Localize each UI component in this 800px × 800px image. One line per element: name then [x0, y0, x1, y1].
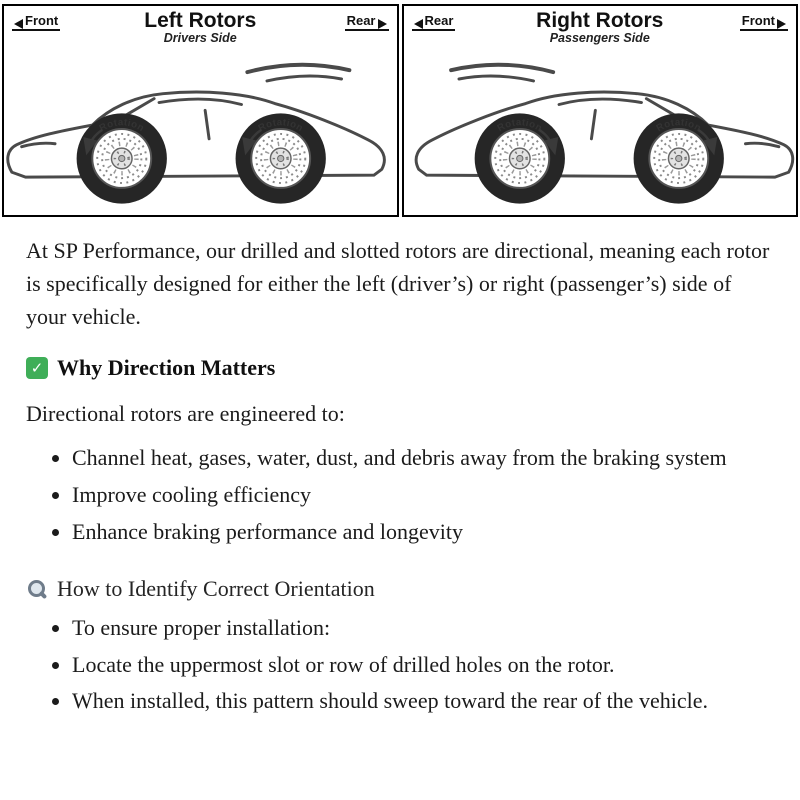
- rotation-label: Rotation: [495, 117, 544, 135]
- rotor-right-wheel: [236, 113, 326, 203]
- corner-label-text: Rear: [346, 13, 376, 28]
- rotor-right-wheel: [633, 113, 723, 203]
- front-direction-label: [12, 13, 60, 31]
- intro-paragraph: At SP Performance, our drilled and slotted rotors are directional, meaning each rotor is specifically designed for either the left (driver’s) or right (passenger’s) side of your vehicle.: [26, 238, 770, 329]
- rotor-left-wheel: [474, 113, 564, 203]
- rear-direction-label: [412, 13, 456, 31]
- article-body: [0, 234, 800, 717]
- heading-text: How to Identify Correct Orientation: [57, 575, 375, 601]
- orientation-list: [26, 612, 774, 718]
- right-car-illustration: [404, 46, 797, 216]
- panel-title: Left Rotors: [144, 9, 257, 32]
- check-icon: [26, 357, 48, 379]
- list-item: • When installed, this pattern should sweep toward the rear of the vehicle.: [72, 685, 774, 717]
- arrow-right-icon: [378, 19, 387, 29]
- corner-label-text: Front: [25, 13, 59, 28]
- front-direction-label: [740, 13, 788, 31]
- panel-title: Right Rotors: [536, 9, 664, 32]
- rotor-left-wheel: [77, 113, 167, 203]
- list-item: • Improve cooling efficiency: [72, 479, 774, 511]
- panel-subtitle: Drivers Side: [163, 31, 237, 45]
- arrow-left-icon: [414, 19, 423, 29]
- rotation-label: Rotation: [97, 117, 147, 135]
- section-heading-why-direction-matters: [26, 355, 774, 381]
- right-panel-header: [404, 6, 797, 46]
- rear-direction-label: [345, 13, 389, 31]
- arrow-right-icon: [777, 19, 786, 29]
- list-item: • Enhance braking performance and longevity: [72, 516, 774, 548]
- left-rotors-panel: [2, 4, 399, 217]
- right-rotors-panel: [402, 4, 799, 217]
- section-lead: Directional rotors are engineered to:: [26, 401, 345, 426]
- benefits-list: [26, 442, 774, 548]
- corner-label-text: Rear: [424, 13, 454, 28]
- list-item: • To ensure proper installation:: [72, 612, 774, 644]
- left-car-illustration: [4, 46, 397, 216]
- list-item: • Channel heat, gases, water, dust, and debris away from the braking system: [72, 442, 774, 474]
- panel-subtitle: Passengers Side: [549, 31, 650, 45]
- section-heading-identify-orientation: [26, 576, 774, 602]
- arrow-left-icon: [14, 19, 23, 29]
- list-item: • Locate the uppermost slot or row of drilled holes on the rotor.: [72, 649, 774, 681]
- rotation-label: Rotation: [654, 117, 703, 135]
- magnifier-icon: [26, 578, 48, 600]
- rotation-label: Rotation: [256, 117, 305, 135]
- corner-label-text: Front: [741, 13, 775, 28]
- heading-text: Why Direction Matters: [57, 355, 276, 380]
- left-panel-header: [4, 6, 397, 46]
- rotor-direction-diagram: [0, 3, 800, 218]
